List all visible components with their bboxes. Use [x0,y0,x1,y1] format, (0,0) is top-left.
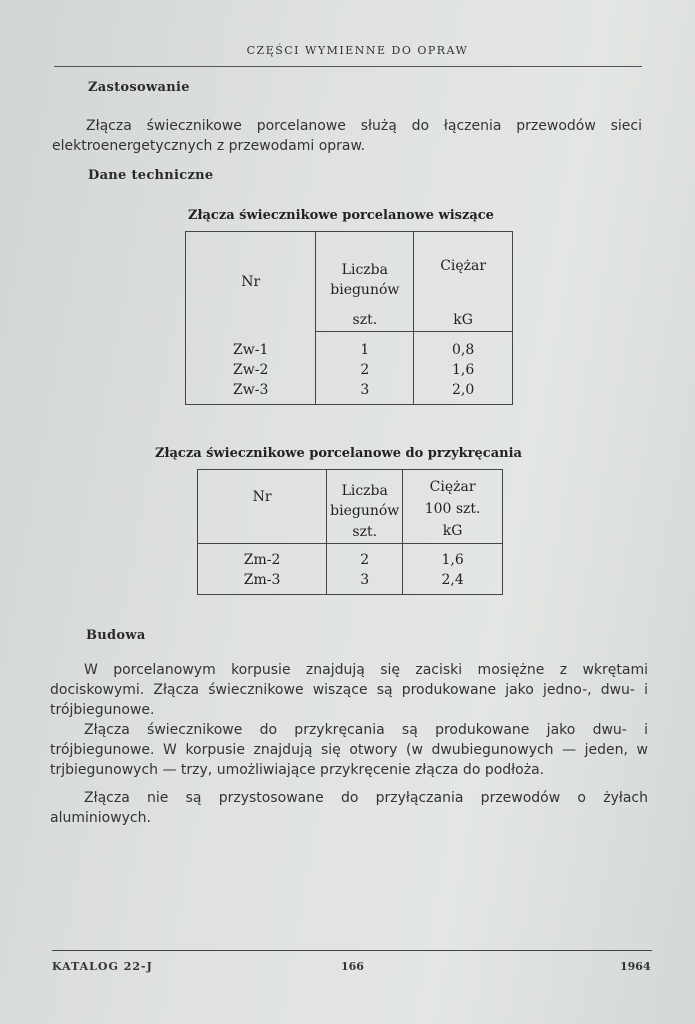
table-row: Zw-3 3 2,0 [186,380,513,405]
table1-unit-weight: kG [414,310,513,332]
table-row: Zm-2 2 1,6 [198,550,503,570]
usage-paragraph [52,116,642,156]
construction-paragraphs [50,660,648,828]
table2-header-poles: Liczba biegunów [327,470,403,522]
table2-header-nr: Nr [198,470,327,544]
table1-header-poles: Liczba biegunów [316,232,414,310]
footer-rule [52,950,652,951]
usage-text: Złącza świecznikowe porcelanowe służą do łączenia przewodów sieci elektroenergetycznych z przewodami opraw. [52,118,642,154]
table1-header-nr: Nr [186,232,316,332]
table-row: Zw-2 2 1,6 [186,360,513,380]
table-row: Zw-1 1 0,8 [186,340,513,360]
running-header: CZĘŚCI WYMIENNE DO OPRAW [246,44,469,57]
construction-p2: Złącza świecznikowe do przykręcania są produkowane jako dwu- i trójbiegunowe. W korpusie znajdują się otwory (w dwubiegunowych — jeden, w trjbiegunowych — trzy, umożliwiające przykręcenie złącza do podłoża. [50,722,648,778]
heading-tech-data: Dane techniczne [88,168,214,183]
construction-p3: Złącza nie są przystosowane do przyłączania przewodów o żyłach aluminiowych. [50,790,648,826]
table1-header-weight: Ciężar [414,232,513,310]
footer-year: 1964 [620,960,651,973]
table1 [185,231,513,405]
table1-caption: Złącza świecznikowe porcelanowe wiszące [188,208,494,223]
table2-unit-poles: szt. [327,522,403,544]
table1-unit-poles: szt. [316,310,414,332]
table2-caption: Złącza świecznikowe porcelanowe do przykręcania [155,446,522,461]
heading-construction: Budowa [86,628,146,643]
footer-page-number: 166 [341,960,364,973]
heading-usage: Zastosowanie [88,80,190,95]
table2-header-weight: Ciężar 100 szt. kG [403,470,503,544]
table2 [197,469,503,595]
construction-p1: W porcelanowym korpusie znajdują się zaciski mosiężne z wkrętami dociskowymi. Złącza świecznikowe wiszące są produkowane jako jedno-, dwu- i trójbiegunowe. [50,662,648,718]
header-rule [54,66,642,67]
footer-catalog: KATALOG 22-J [52,960,153,973]
table-row: Zm-3 3 2,4 [198,570,503,595]
